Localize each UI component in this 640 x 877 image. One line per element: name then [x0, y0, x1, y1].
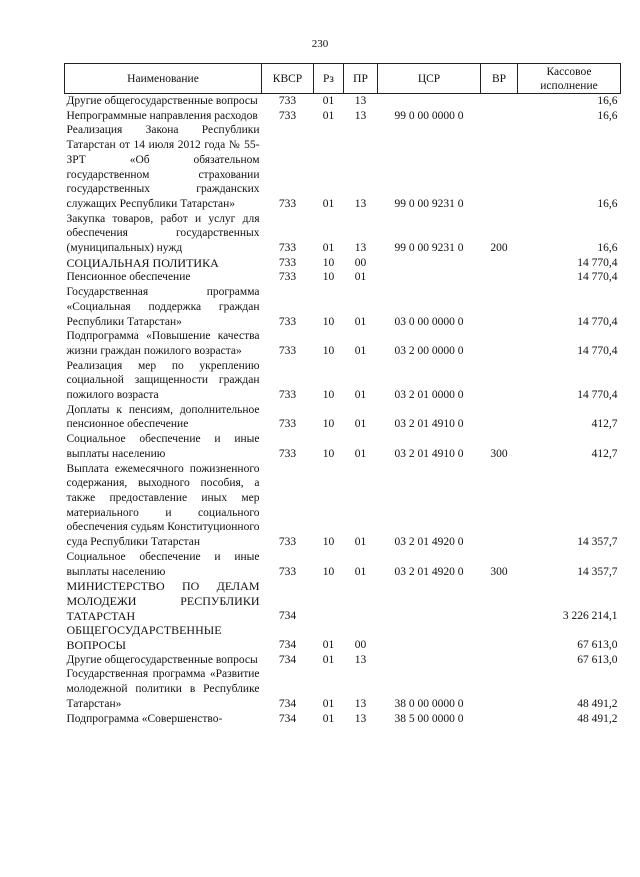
- row-kvsr: 734: [278, 712, 297, 725]
- row-vr: [481, 623, 518, 652]
- row-kvsr: 733: [278, 256, 297, 269]
- row-rz: 10: [322, 418, 335, 431]
- row-csr: [378, 256, 481, 271]
- row-csr: 99 0 00 9231 0: [394, 197, 464, 210]
- row-csr: 38 5 00 0000 0: [394, 712, 464, 725]
- row-amount: 14 770,4: [577, 315, 618, 328]
- row-name: Пенсионное обеспечение: [66, 271, 191, 284]
- table-row: [65, 329, 621, 358]
- budget-table: [64, 63, 621, 726]
- row-amount: 14 770,4: [577, 389, 618, 402]
- header-vr: ВР: [481, 64, 518, 94]
- row-rz: [314, 579, 344, 623]
- row-pr: 13: [354, 653, 367, 666]
- row-vr: 200: [490, 242, 508, 255]
- row-rz: 01: [322, 197, 335, 210]
- row-amount: 14 770,4: [577, 344, 618, 357]
- row-pr: 13: [354, 242, 367, 255]
- table-row: [65, 550, 621, 579]
- row-csr: 99 0 00 9231 0: [394, 242, 464, 255]
- row-vr: [481, 653, 518, 668]
- row-vr: [481, 94, 518, 109]
- row-name: Реализация Закона Республики Татарстан от 14 июля 2012 года № 55-ЗРТ «Об обязательном государственном страховании государственных гражданских служащих Республики Татарстан»: [66, 124, 260, 210]
- row-vr: [481, 109, 518, 124]
- row-vr: [481, 270, 518, 285]
- row-name: Закупка товаров, работ и услуг для обеспечения государственных (муниципальных) нужд: [66, 212, 260, 255]
- row-amount: 412,7: [591, 447, 618, 460]
- row-rz: 01: [322, 697, 335, 710]
- row-pr: 01: [354, 271, 367, 284]
- row-pr: 01: [354, 418, 367, 431]
- row-amount: 14 770,4: [577, 256, 618, 269]
- row-amount: 412,7: [591, 418, 618, 431]
- row-pr: 13: [354, 712, 367, 725]
- row-amount: 67 613,0: [577, 653, 618, 666]
- row-csr: [378, 94, 481, 109]
- row-rz: 10: [322, 315, 335, 328]
- row-kvsr: 733: [278, 565, 297, 578]
- table-row: [65, 94, 621, 109]
- row-kvsr: 733: [278, 389, 297, 402]
- row-amount: 67 613,0: [577, 639, 618, 652]
- table-row: [65, 653, 621, 668]
- row-pr: 00: [354, 256, 367, 269]
- header-name: Наименование: [65, 64, 262, 94]
- row-name: Реализация мер по укреплению социальной защищенности граждан пожилого возраста: [66, 359, 260, 402]
- row-amount: 14 357,7: [577, 565, 618, 578]
- row-kvsr: 733: [278, 271, 297, 284]
- row-vr: [481, 123, 518, 211]
- table-row: [65, 256, 621, 271]
- row-name: Государственная программа «Развитие молодежной политики в Республике Татарстан»: [66, 668, 260, 710]
- row-vr: [481, 329, 518, 358]
- row-pr: 01: [354, 344, 367, 357]
- row-csr: 99 0 00 0000 0: [394, 109, 464, 122]
- row-kvsr: 733: [278, 447, 297, 460]
- row-name: Доплаты к пенсиям, дополнительное пенсионное обеспечение: [66, 403, 260, 431]
- header-kvsr: КВСР: [262, 64, 314, 94]
- table-row: [65, 432, 621, 461]
- row-amount: 16,6: [597, 197, 618, 210]
- row-name: Социальное обеспечение и иные выплаты населению: [66, 433, 260, 460]
- header-rz: Рз: [314, 64, 344, 94]
- row-amount: 16,6: [597, 95, 618, 107]
- row-name: Подпрограмма «Повышение качества жизни граждан пожилого возраста»: [66, 330, 260, 357]
- row-amount: 48 491,2: [577, 712, 618, 725]
- row-csr: [378, 653, 481, 668]
- row-csr: 38 0 00 0000 0: [394, 697, 464, 710]
- row-rz: 10: [322, 536, 335, 549]
- page-number: 230: [311, 38, 329, 50]
- row-kvsr: 733: [278, 109, 297, 122]
- row-csr: [378, 579, 481, 623]
- table-body: [65, 94, 621, 727]
- row-csr: 03 2 01 4910 0: [394, 418, 464, 431]
- row-name: Социальное обеспечение и иные выплаты населению: [66, 550, 260, 578]
- row-kvsr: 733: [278, 315, 297, 328]
- row-vr: [481, 285, 518, 329]
- row-csr: [378, 623, 481, 652]
- row-csr: 03 2 01 4920 0: [394, 536, 464, 549]
- table-row: [65, 579, 621, 623]
- table-row: [65, 212, 621, 256]
- row-name: Другие общегосударственные вопросы: [66, 653, 258, 666]
- row-rz: 01: [322, 242, 335, 255]
- row-pr: 13: [354, 95, 367, 107]
- table-row: [65, 403, 621, 432]
- row-kvsr: 733: [278, 418, 297, 431]
- row-kvsr: 734: [278, 653, 297, 666]
- row-pr: 13: [354, 109, 367, 122]
- row-amount: 14 357,7: [577, 536, 618, 549]
- row-kvsr: 733: [278, 344, 297, 357]
- row-rz: 10: [322, 256, 335, 269]
- row-csr: [378, 270, 481, 285]
- row-rz: 10: [322, 271, 335, 284]
- row-rz: 01: [322, 653, 335, 666]
- row-amount: 16,6: [597, 109, 618, 122]
- row-name: Непрограммные направления расходов: [66, 109, 258, 122]
- table-row: [65, 712, 621, 727]
- row-amount: 14 770,4: [577, 271, 618, 284]
- row-name: СОЦИАЛЬНАЯ ПОЛИТИКА: [66, 255, 219, 270]
- row-name: МИНИСТЕРСТВО ПО ДЕЛАМ МОЛОДЕЖИ РЕСПУБЛИКИ ТАТАРСТАН: [66, 579, 260, 623]
- row-amount: 16,6: [597, 242, 618, 255]
- row-rz: 10: [322, 447, 335, 460]
- row-name: Государственная программа «Социальная поддержка граждан Республики Татарстан»: [66, 286, 260, 328]
- table-row: [65, 359, 621, 403]
- row-kvsr: 733: [278, 197, 297, 210]
- row-vr: [481, 403, 518, 432]
- header-csr: ЦСР: [378, 64, 481, 94]
- row-name: Другие общегосударственные вопросы: [66, 95, 258, 107]
- row-pr: 01: [354, 565, 367, 578]
- row-kvsr: 734: [278, 609, 297, 622]
- row-rz: 10: [322, 344, 335, 357]
- row-amount: 48 491,2: [577, 697, 618, 710]
- table-row: [65, 667, 621, 711]
- row-rz: 10: [322, 389, 335, 402]
- table-row: [65, 270, 621, 285]
- row-vr: [481, 667, 518, 711]
- row-csr: 03 2 01 4920 0: [394, 565, 464, 578]
- row-rz: 01: [322, 639, 335, 652]
- row-csr: 03 2 01 4910 0: [394, 447, 464, 460]
- row-rz: 10: [322, 565, 335, 578]
- row-name: Выплата ежемесячного пожизненного содержания, выходного пособия, а также предоставление иных мер материального и социального обеспечения судьям Конституционного суда Республики Татарстан: [66, 462, 260, 549]
- row-pr: 13: [354, 197, 367, 210]
- table-row: [65, 462, 621, 550]
- row-pr: 13: [354, 697, 367, 710]
- header-pr: ПР: [344, 64, 378, 94]
- table-row: [65, 623, 621, 652]
- row-vr: [481, 256, 518, 271]
- row-pr: 01: [354, 447, 367, 460]
- row-vr: 300: [490, 447, 508, 460]
- table-row: [65, 109, 621, 124]
- header-amount: Кассовое исполнение: [518, 64, 621, 94]
- table-header-row: [65, 64, 621, 94]
- row-rz: 01: [322, 95, 335, 107]
- row-vr: [481, 579, 518, 623]
- row-vr: [481, 359, 518, 403]
- row-pr: 01: [354, 315, 367, 328]
- row-vr: 300: [490, 565, 508, 578]
- row-rz: 01: [322, 712, 335, 725]
- table-row: [65, 285, 621, 329]
- row-vr: [481, 462, 518, 550]
- row-name: ОБЩЕГОСУДАРСТВЕННЫЕ ВОПРОСЫ: [66, 623, 222, 653]
- row-pr: 01: [354, 389, 367, 402]
- row-amount: 3 226 214,1: [562, 609, 618, 622]
- row-csr: 03 2 01 0000 0: [394, 389, 464, 402]
- row-pr: [344, 579, 378, 623]
- row-pr: 00: [354, 639, 367, 652]
- table-row: [65, 123, 621, 211]
- row-kvsr: 733: [278, 95, 297, 107]
- row-kvsr: 734: [278, 697, 297, 710]
- row-pr: 01: [354, 536, 367, 549]
- row-kvsr: 734: [278, 639, 297, 652]
- row-name: Подпрограмма «Совершенство-: [66, 712, 223, 725]
- row-rz: 01: [322, 109, 335, 122]
- row-csr: 03 2 00 0000 0: [394, 344, 464, 357]
- row-vr: [481, 712, 518, 727]
- row-kvsr: 733: [278, 536, 297, 549]
- row-kvsr: 733: [278, 242, 297, 255]
- row-csr: 03 0 00 0000 0: [394, 315, 464, 328]
